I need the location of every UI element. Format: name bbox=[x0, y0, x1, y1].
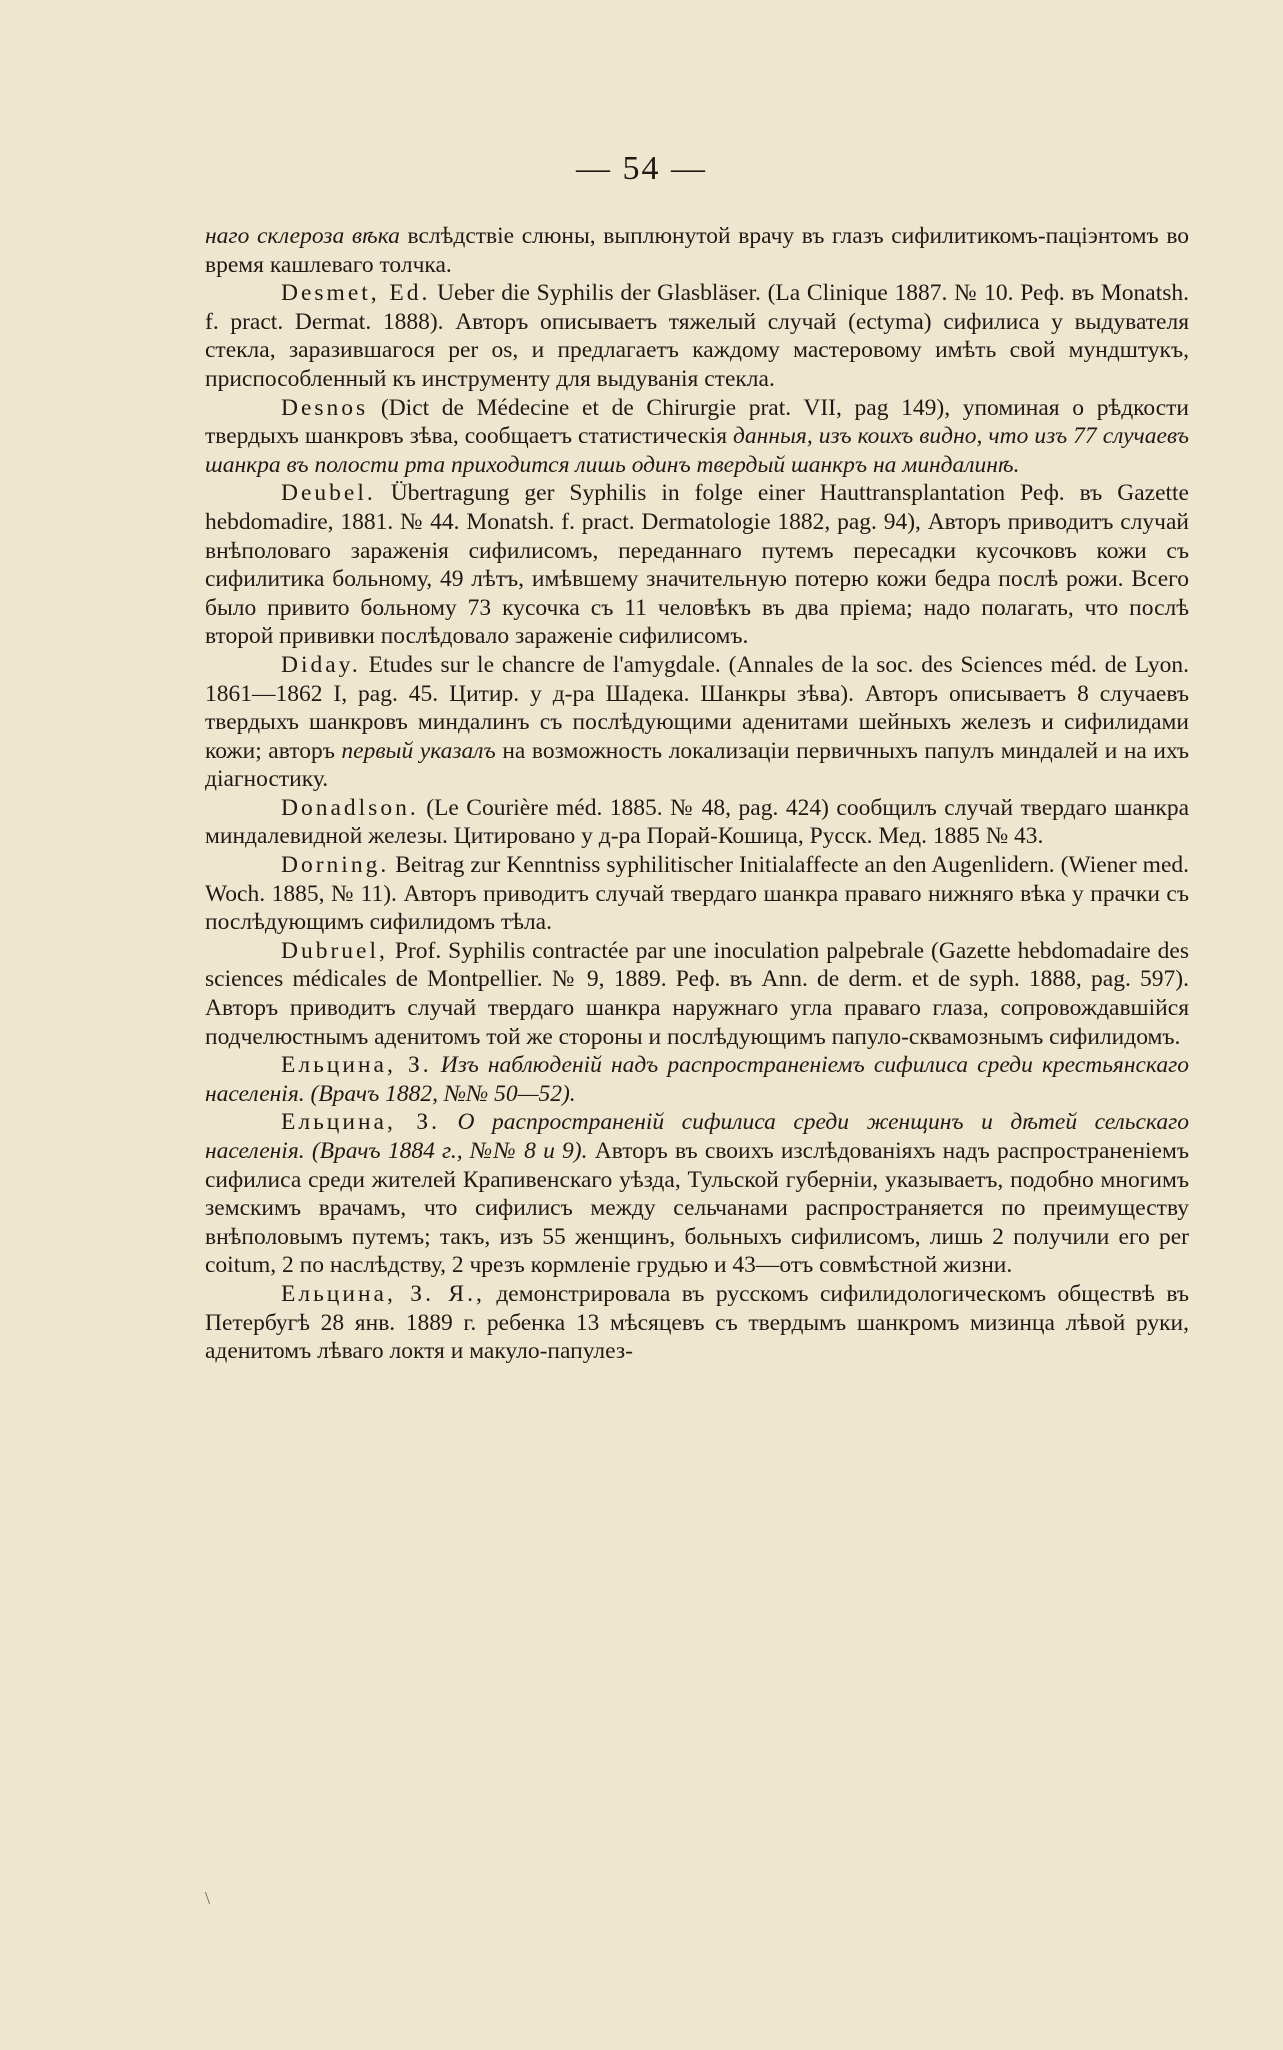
entry-eltsina-2 bbox=[205, 1108, 1189, 1280]
page-mark: \ bbox=[205, 1888, 211, 1908]
entry-donadlson bbox=[205, 794, 1189, 851]
entry-eltsina-1 bbox=[205, 1051, 1189, 1108]
entry-author: Dubruel, bbox=[281, 937, 388, 964]
entry-text: Prof. Syphilis contractée par une inoculation palpebrale (Gazette hebdomadaire des sciences médicales de Montpellier. № 9, 1889. Реф. въ Ann. de derm. et de syph. 1888, pag. 597). Авторъ приводитъ случай твердаго шанкра наружнаго угла праваго глаза, сопровождавшійся подчелюстнымъ аденитомъ той же стороны и послѣдующимъ папуло-сквамознымъ сифилидомъ. bbox=[205, 937, 1189, 1050]
entry-text: демонстрировала въ русскомъ сифилидологическомъ обществѣ въ Петербугѣ 28 янв. 1889 г. ребенка 13 мѣсяцевъ съ твердымъ шанкромъ мизинца лѣвой руки, аденитомъ лѣваго локтя и макуло-папулез- bbox=[205, 1280, 1189, 1365]
entry-text-2: Авторъ въ своихъ изслѣдованіяхъ надъ распространеніемъ сифилиса среди жителей Крапивенскаго уѣзда, Тульской губерніи, указываетъ, подобно многимъ земскимъ врачамъ, что сифилисъ между сельчанами распространяется по преимуществу внѣполовымъ путемъ; такъ, изъ 55 женщинъ, больныхъ сифилисомъ, лишь 2 получили его per coitum, 2 по наслѣдству, 2 чрезъ кормленіе грудью и 43—отъ совмѣстной жизни. bbox=[205, 1138, 1190, 1279]
entry-author: Diday. bbox=[281, 651, 361, 678]
entry-text-2: на возможность локализаціи первичныхъ папулъ миндалей и на ихъ діагностику. bbox=[205, 737, 1189, 793]
entry-text: вслѣдствіе слюны, выплюнутой врачу въ глазъ сифилитикомъ-паціэнтомъ во время кашлеваго толчка. bbox=[205, 223, 1190, 278]
entry-continuation bbox=[205, 222, 1189, 279]
entry-text bbox=[440, 1109, 458, 1135]
entry-italic: О распространеній сифилиса среди женщинъ и дѣтей сельскаго населенія. (Врачъ 1884 г., №№ 8 и 9). bbox=[205, 1109, 1190, 1164]
entry-text: (Le Courière méd. 1885. № 48, pag. 424) сообщилъ случай твердаго шанкра миндалевидной железы. Цитировано у д-ра Порай-Кошица, Русск. Мед. 1885 № 43. bbox=[205, 794, 1189, 850]
entry-author: Donadlson. bbox=[281, 794, 419, 821]
bibliography-text bbox=[205, 222, 1189, 1366]
entry-text: Beitrag zur Kenntniss syphilitischer Initialaffecte an den Augenlidern. (Wiener med. Woch. 1885, № 11). Авторъ приводитъ случай твердаго шанкра праваго нижняго вѣка у прачки съ послѣдующимъ сифилидомъ тѣла. bbox=[205, 852, 1189, 936]
entry-author: Ельцина, З. bbox=[281, 1109, 441, 1136]
entry-desmet bbox=[205, 279, 1189, 393]
entry-text: Ueber die Syphilis der Glasbläser. (La Clinique 1887. № 10. Реф. въ Monatsh. f. pract. Dermat. 1888). Авторъ описываетъ тяжелый случай (ectyma) сифилиса у выдувателя стекла, заразившагося per os, и предлагаетъ каждому мастеровому имѣть свой мундштукъ, приспособленный къ инструменту для выдуванія стекла. bbox=[205, 280, 1190, 392]
entry-text: Etudes sur le chancre de l'amygdale. (Annales de la soc. des Sciences méd. de Lyon. 1861—1862 I, pag. 45. Цитир. у д-ра Шадека. Шанкры зѣва). Авторъ описываетъ 8 случаевъ твердыхъ шанкровъ миндалинъ съ послѣдующими аденитами шейныхъ железъ и сифилидами кожи; авторъ bbox=[205, 651, 1189, 764]
page-number: — 54 — bbox=[576, 150, 707, 187]
entry-italic: первый указалъ bbox=[341, 737, 496, 764]
entry-author: Desmet, Ed. bbox=[281, 280, 431, 307]
entry-diday bbox=[205, 651, 1189, 794]
entry-eltsina-3 bbox=[205, 1280, 1189, 1366]
entry-author: Dorning. bbox=[281, 852, 390, 879]
entry-italic: наго склероза вѣка bbox=[205, 223, 400, 249]
entry-dorning bbox=[205, 851, 1189, 937]
entry-author: Ельцина, З. bbox=[281, 1052, 432, 1079]
entry-author: Deubel. bbox=[281, 480, 376, 507]
entry-text: Übertragung ger Syphilis in folge einer Hauttransplantation Реф. въ Gazette hebdomadire, 1881. № 44. Monatsh. f. pract. Dermatologie 1882, pag. 94), Авторъ приводитъ случай внѣполоваго зараженія сифилисомъ, переданнаго путемъ пересадки кусочковъ кожи съ сифилитика больному, 49 лѣтъ, имѣвшему значительную потерю кожи бедра послѣ рожи. Всего было привито больному 73 кусочка съ 11 человѣкъ въ два пріема; надо полагать, что послѣ второй прививки послѣдовало зараженіе сифилисомъ. bbox=[205, 480, 1189, 650]
entry-desnos bbox=[205, 394, 1189, 480]
entry-italic: данныя, изъ коихъ видно, что изъ 77 случаевъ шанкра въ полости рта приходится лишь одинъ твердый шанкръ на миндалинѣ. bbox=[205, 423, 1189, 478]
entry-text: (Dict de Médecine et de Chirurgie prat. VII, pag 149), упоминая о рѣдкости твердыхъ шанкровъ зѣва, сообщаетъ статистическія bbox=[205, 394, 1189, 450]
entry-author: Desnos bbox=[281, 394, 369, 421]
entry-deubel bbox=[205, 479, 1189, 651]
entry-author: Ельцина, З. Я., bbox=[281, 1280, 485, 1307]
entry-italic: Изъ наблюденій надъ распространеніемъ сифилиса среди крестьянскаго населенія. (Врачъ 1882, №№ 50—52). bbox=[205, 1052, 1189, 1107]
entry-dubruel bbox=[205, 937, 1189, 1051]
entry-text bbox=[432, 1052, 441, 1078]
